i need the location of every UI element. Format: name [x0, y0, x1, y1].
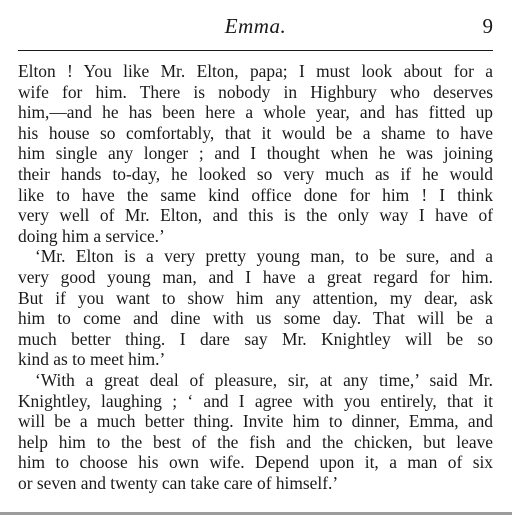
- text-line: Knightley, laughing ; ‘ and I agree with you entirely, that it: [18, 390, 493, 411]
- text-line: his house so comfortably, that it would be a shame to have: [18, 122, 493, 143]
- text-line: wife for him. There is nobody in Highbury who deserves: [18, 81, 493, 102]
- text-line: help him to the best of the fish and the chicken, but leave: [18, 431, 493, 452]
- text-line: will be a much better thing. Invite him to dinner, Emma, and: [18, 411, 493, 432]
- text-line: him to come and dine with us some day. That will be a: [18, 308, 493, 329]
- text-line: or seven and twenty can take care of himself.’: [18, 472, 339, 493]
- text-line: him single any longer ; and I thought when he was joining: [18, 143, 493, 164]
- text-line: kind as to meet him.’: [18, 349, 166, 370]
- text-line: very good young man, and I have a great regard for him.: [18, 266, 493, 287]
- text-line: Elton ! You like Mr. Elton, papa; I must look about for a: [18, 61, 493, 81]
- page-number: 9: [482, 14, 493, 38]
- text-line: ‘Mr. Elton is a very pretty young man, to be sure, and a: [35, 246, 493, 267]
- text-line: him,—and he has been here a whole year, and has fitted up: [18, 102, 493, 123]
- text-line: ‘With a great deal of pleasure, sir, at any time,’ said Mr.: [35, 369, 493, 390]
- text-line: like to have the same kind office done for him ! I think: [18, 184, 493, 205]
- page-header: [18, 14, 493, 44]
- body-text: [18, 61, 493, 493]
- text-line: much better thing. I dare say Mr. Knightley will be so: [18, 328, 493, 349]
- text-line: him to choose his own wife. Depend upon it, a man of six: [18, 452, 493, 473]
- running-title: Emma.: [224, 14, 287, 38]
- text-line: doing him a service.’: [18, 225, 165, 246]
- header-rule: [18, 50, 493, 51]
- paragraph-2: [18, 246, 493, 370]
- text-line: very well of Mr. Elton, and this is the only way I have of: [18, 205, 493, 226]
- text-line: their hands to-day, he looked so very much as if he would: [18, 163, 493, 184]
- paragraph-1: [18, 61, 493, 246]
- paragraph-3: [18, 370, 493, 494]
- text-line: But if you want to show him any attention, my dear, ask: [18, 287, 493, 308]
